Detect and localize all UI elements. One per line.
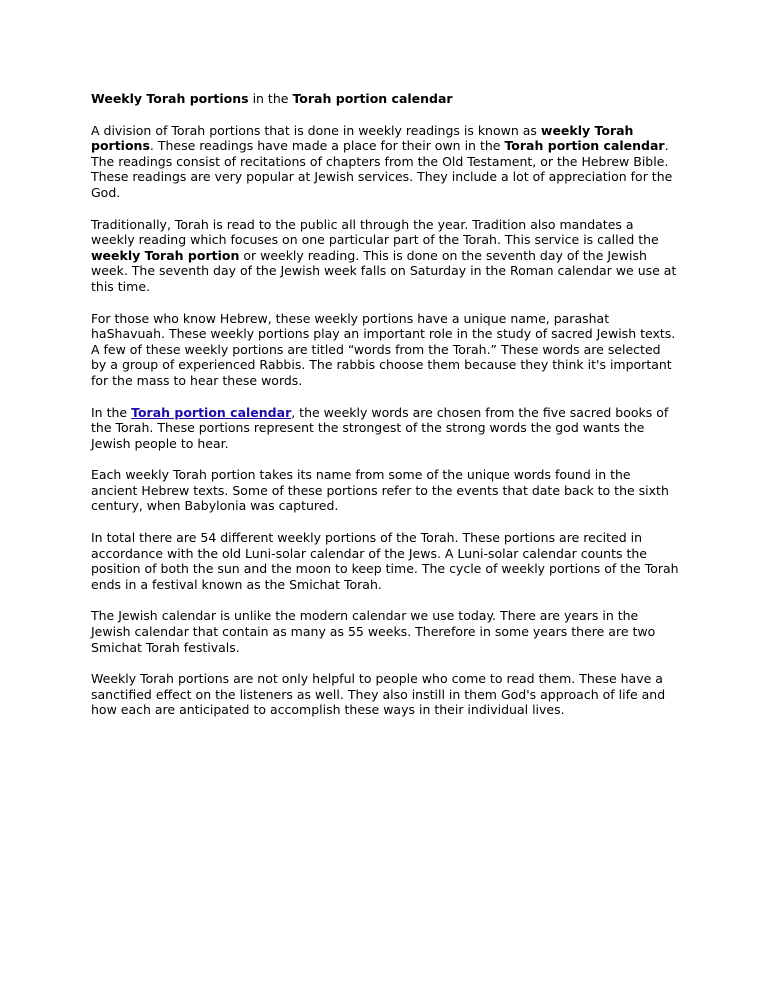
paragraph-2 xyxy=(91,217,679,295)
paragraph-2-bold-1: weekly Torah portion xyxy=(91,247,240,263)
title-bold-weekly-torah-portions: Weekly Torah portions xyxy=(91,91,249,106)
paragraph-1-bold-2: Torah portion calendar xyxy=(504,138,665,154)
paragraph-1-text-3: . The readings consist of recitations of chapters from the Old Testament, or the Hebrew Bible. These readings are very popular at Jewish services. They include a lot of appreciation for the God. xyxy=(91,138,673,200)
paragraph-5: Each weekly Torah portion takes its name from some of the unique words found in the ancient Hebrew texts. Some of these portions refer to the events that date back to the sixth century, when Babylonia was captured. xyxy=(91,467,669,514)
paragraph-1 xyxy=(91,123,679,201)
paragraph-4-text-2: , the weekly words are chosen from the five sacred books of the Torah. These portions represent the strongest of the strong words the god wants the Jewish people to hear. xyxy=(91,404,669,451)
paragraph-1-bold-1: weekly Torah portions xyxy=(91,122,634,154)
title-connector: in the xyxy=(248,91,293,106)
paragraph-2-text-2: or weekly reading. This is done on the seventh day of the Jewish week. The seventh day of the Jewish week falls on Saturday in the Roman calendar we use at this time. xyxy=(91,247,677,294)
paragraph-2-text-1: Traditionally, Torah is read to the public all through the year. Tradition also mandates a weekly reading which focuses on one particular part of the Torah. This service is called the xyxy=(91,216,659,248)
document-title xyxy=(91,91,679,107)
title-bold-torah-portion-calendar: Torah portion calendar xyxy=(292,91,453,106)
paragraph-1-text-1: A division of Torah portions that is done in weekly readings is known as xyxy=(91,122,541,138)
paragraph-7: The Jewish calendar is unlike the modern calendar we use today. There are years in the Jewish calendar that contain as many as 55 weeks. Therefore in some years there are two Smichat Torah festivals. xyxy=(91,608,656,655)
paragraph-6: In total there are 54 different weekly portions of the Torah. These portions are recited in accordance with the old Luni-solar calendar of the Jews. A Luni-solar calendar counts the position of both the sun and the moon to keep time. The cycle of weekly portions of the Torah ends in a festival known as the Smichat Torah. xyxy=(91,530,679,592)
torah-portion-calendar-link[interactable]: Torah portion calendar xyxy=(131,404,292,420)
paragraph-4 xyxy=(91,405,679,452)
paragraph-3: For those who know Hebrew, these weekly portions have a unique name, parashat haShavuah. These weekly portions play an important role in the study of sacred Jewish texts. A few of these weekly portions are titled “words from the Torah.” These words are selected by a group of experienced Rabbis. The rabbis choose them because they think it's important for the mass to hear these words. xyxy=(91,310,676,388)
paragraph-8: Weekly Torah portions are not only helpful to people who come to read them. These have a sanctified effect on the listeners as well. They also instill in them God's approach of life and how each are anticipated to accomplish these ways in their individual lives. xyxy=(91,671,666,718)
paragraph-4-text-1: In the xyxy=(91,404,132,420)
document-body xyxy=(91,91,679,734)
paragraph-1-text-2: . These readings have made a place for their own in the xyxy=(149,138,505,154)
